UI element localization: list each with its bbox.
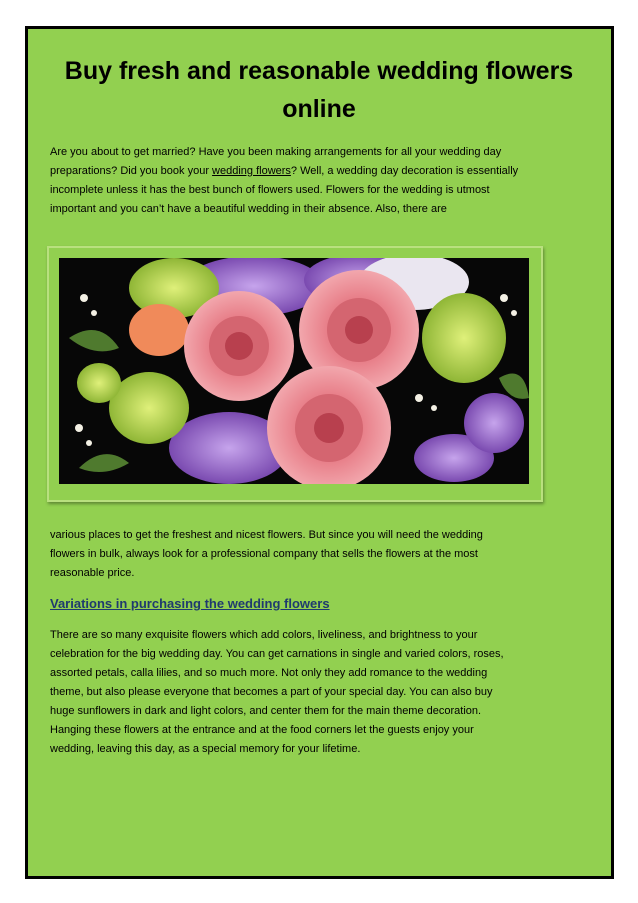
page-title: Buy fresh and reasonable wedding flowers online xyxy=(64,57,574,123)
paragraph-variations: There are so many exquisite flowers which add colors, liveliness, and brightness to your celebration for the big wedding day. You can get carnations in single and varied colors, roses, assorted petals, calla lilies, and so much more. Not only they add romance to the wedding theme, but also please everyone that becomes a part of your special day. You can also buy huge sunflowers in dark and light colors, and center them for the main theme decoration. Hanging these flowers at the entrance and at the food corners let the guests enjoy your wedding, leaving this day, as a special memory for your lifetime. xyxy=(50,629,504,755)
section-heading: Variations in purchasing the wedding flowers xyxy=(50,596,330,611)
paragraph-places: various places to get the freshest and nicest flowers. But since you will need the wedding flowers in bulk, always look for a professional company that sells the flowers at the most reasonable price. xyxy=(50,529,483,579)
wedding-flowers-photo xyxy=(59,258,529,484)
paragraph-intro-text-b: ? Well, a wedding day decoration is essentially incomplete unless it has the best bunch of flowers used. Flowers for the wedding is utmost important and you can’t have a beautiful wedding in their absence. Also, there are xyxy=(50,165,519,215)
paragraph-intro-text-a: Are you about to get married? Have you been making arrangements for all your wedding day preparations? Did you book your xyxy=(50,146,502,177)
flower-bouquet-image xyxy=(59,258,529,484)
flower-photo-frame xyxy=(47,246,543,502)
wedding-flowers-link[interactable]: wedding flowers xyxy=(212,165,291,177)
paragraph-intro xyxy=(50,143,520,219)
